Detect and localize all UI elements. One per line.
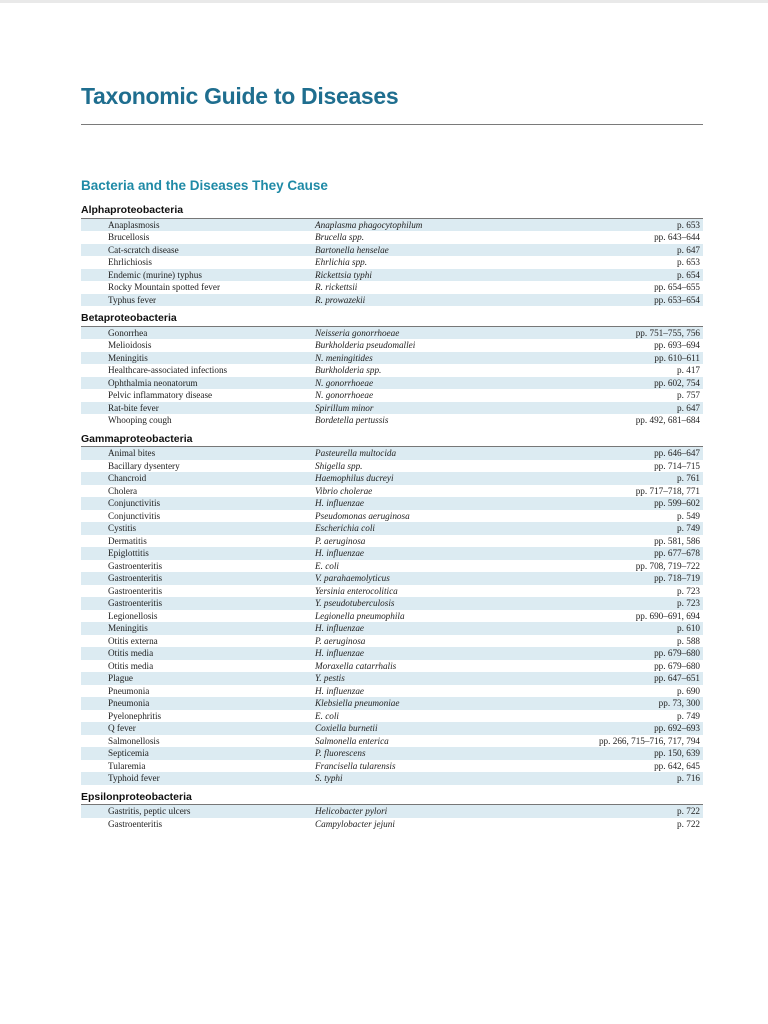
organism-cell: Pseudomonas aeruginosa <box>315 510 410 521</box>
organism-cell: Brucella spp. <box>315 232 364 242</box>
page-ref-cell: pp. 693–694 <box>654 340 700 350</box>
table-row <box>81 672 703 685</box>
page-ref-cell: pp. 717–718, 771 <box>635 485 700 496</box>
page-top-edge <box>0 0 768 3</box>
page-ref-cell: p. 654 <box>677 269 700 280</box>
page-ref-cell: p. 723 <box>677 585 700 596</box>
disease-cell: Salmonellosis <box>108 735 160 746</box>
group-heading: Alphaproteobacteria <box>81 203 703 219</box>
disease-cell: Pneumonia <box>108 698 150 708</box>
page-ref-cell: pp. 679–680 <box>654 648 700 658</box>
table-row <box>81 685 703 698</box>
disease-cell: Q fever <box>108 723 136 733</box>
disease-cell: Gastroenteritis <box>108 598 163 608</box>
disease-cell: Epiglottitis <box>108 548 149 558</box>
page-ref-cell: pp. 599–602 <box>654 498 700 508</box>
page-ref-cell: pp. 714–715 <box>654 460 700 471</box>
organism-cell: Salmonella enterica <box>315 735 389 746</box>
organism-cell: Neisseria gonorrhoeae <box>315 327 400 338</box>
organism-cell: N. gonorrhoeae <box>315 390 374 400</box>
organism-cell: Pasteurella multocida <box>315 448 397 458</box>
table-row <box>81 402 703 415</box>
page-ref-cell: p. 761 <box>677 473 700 483</box>
table-row <box>81 647 703 660</box>
group-heading: Betaproteobacteria <box>81 311 703 327</box>
page-ref-cell: p. 722 <box>677 806 700 816</box>
organism-cell: H. influenzae <box>315 498 364 508</box>
table-row <box>81 747 703 760</box>
page-ref-cell: pp. 602, 754 <box>654 377 700 388</box>
disease-cell: Healthcare-associated infections <box>108 365 228 375</box>
organism-cell: Coxiella burnetii <box>315 723 378 733</box>
disease-cell: Pyelonephritis <box>108 710 162 721</box>
page-ref-cell: pp. 581, 586 <box>654 535 700 546</box>
table-row <box>81 597 703 610</box>
disease-cell: Cholera <box>108 485 138 496</box>
organism-cell: Haemophilus ducreyi <box>315 473 394 483</box>
organism-cell: N. gonorrhoeae <box>315 377 374 388</box>
page-ref-cell: p. 723 <box>677 598 700 608</box>
disease-cell: Ehrlichiosis <box>108 257 152 267</box>
table-row <box>81 535 703 548</box>
disease-cell: Rocky Mountain spotted fever <box>108 282 221 292</box>
group-heading: Epsilonproteobacteria <box>81 790 703 806</box>
disease-cell: Conjunctivitis <box>108 510 161 521</box>
table-row <box>81 472 703 485</box>
page-ref-cell: pp. 654–655 <box>654 282 700 292</box>
disease-cell: Gastroenteritis <box>108 585 163 596</box>
table-row <box>81 572 703 585</box>
disease-cell: Gastroenteritis <box>108 573 163 583</box>
disease-cell: Meningitis <box>108 623 148 633</box>
organism-cell: Burkholderia spp. <box>315 365 382 375</box>
table-row <box>81 327 703 340</box>
disease-cell: Gastroenteritis <box>108 560 163 571</box>
organism-cell: Shigella spp. <box>315 460 363 471</box>
disease-cell: Chancroid <box>108 473 147 483</box>
taxon-group <box>81 790 703 831</box>
organism-cell: Anaplasma phagocytophilum <box>315 219 423 230</box>
table-row <box>81 244 703 257</box>
table-row <box>81 497 703 510</box>
disease-cell: Gastroenteritis <box>108 818 163 829</box>
organism-cell: Helicobacter pylori <box>315 806 388 816</box>
table-row <box>81 219 703 232</box>
taxon-group <box>81 432 703 790</box>
disease-cell: Animal bites <box>108 448 156 458</box>
organism-cell: Bordetella pertussis <box>315 415 389 425</box>
page-ref-cell: p. 722 <box>677 818 700 829</box>
table-row <box>81 485 703 498</box>
page-ref-cell: pp. 646–647 <box>654 448 700 458</box>
table-row <box>81 772 703 785</box>
table-row <box>81 635 703 648</box>
disease-cell: Conjunctivitis <box>108 498 161 508</box>
page-ref-cell: p. 610 <box>677 623 700 633</box>
page-ref-cell: p. 690 <box>677 685 700 696</box>
organism-cell: Y. pseudotuberculosis <box>315 598 395 608</box>
page-ref-cell: pp. 73, 300 <box>658 698 700 708</box>
disease-cell: Otitis externa <box>108 635 158 646</box>
disease-cell: Anaplasmosis <box>108 219 160 230</box>
table-row <box>81 269 703 282</box>
table-row <box>81 805 703 818</box>
page-ref-cell: pp. 751–755, 756 <box>635 327 700 338</box>
table-row <box>81 760 703 773</box>
page-ref-cell: pp. 690–691, 694 <box>635 610 700 621</box>
page-ref-cell: pp. 677–678 <box>654 548 700 558</box>
organism-cell: Rickettsia typhi <box>315 269 372 280</box>
page-ref-cell: pp. 708, 719–722 <box>635 560 700 571</box>
organism-cell: Escherichia coli <box>315 523 375 533</box>
page-ref-cell: pp. 610–611 <box>654 352 700 363</box>
disease-cell: Melioidosis <box>108 340 152 350</box>
disease-cell: Pelvic inflammatory disease <box>108 390 213 400</box>
disease-cell: Ophthalmia neonatorum <box>108 377 198 388</box>
title-divider <box>81 124 703 125</box>
table-row <box>81 447 703 460</box>
table-row <box>81 294 703 307</box>
organism-cell: P. aeruginosa <box>315 535 366 546</box>
taxon-group <box>81 311 703 432</box>
table-row <box>81 377 703 390</box>
page-ref-cell: pp. 653–654 <box>654 294 700 305</box>
disease-cell: Typhus fever <box>108 294 157 305</box>
page-ref-cell: pp. 266, 715–716, 717, 794 <box>598 735 700 746</box>
disease-cell: Cystitis <box>108 523 137 533</box>
page-ref-cell: pp. 150, 639 <box>654 748 700 758</box>
organism-cell: P. aeruginosa <box>315 635 366 646</box>
organism-cell: Francisella tularensis <box>315 760 396 771</box>
organism-cell: H. influenzae <box>315 685 364 696</box>
disease-cell: Gastritis, peptic ulcers <box>108 806 191 816</box>
organism-cell: Campylobacter jejuni <box>315 818 395 829</box>
page-ref-cell: p. 653 <box>677 219 700 230</box>
page-ref-cell: pp. 642, 645 <box>654 760 700 771</box>
organism-cell: Y. pestis <box>315 673 345 683</box>
organism-cell: V. parahaemolyticus <box>315 573 390 583</box>
page-ref-cell: p. 716 <box>677 773 700 783</box>
disease-cell: Otitis media <box>108 648 154 658</box>
page-ref-cell: pp. 718–719 <box>654 573 700 583</box>
page-ref-cell: pp. 647–651 <box>654 673 700 683</box>
disease-cell: Whooping cough <box>108 415 172 425</box>
disease-cell: Bacillary dysentery <box>108 460 180 471</box>
organism-cell: Bartonella henselae <box>315 244 389 255</box>
table-row <box>81 585 703 598</box>
disease-table <box>81 203 703 830</box>
disease-cell: Septicemia <box>108 748 149 758</box>
page-ref-cell: p. 417 <box>677 365 700 375</box>
table-row <box>81 818 703 831</box>
organism-cell: H. influenzae <box>315 648 364 658</box>
table-row <box>81 364 703 377</box>
organism-cell: H. influenzae <box>315 623 364 633</box>
organism-cell: R. rickettsii <box>315 282 358 292</box>
table-row <box>81 610 703 623</box>
organism-cell: Spirillum minor <box>315 402 374 413</box>
organism-cell: R. prowazekii <box>315 294 366 305</box>
organism-cell: Moraxella catarrhalis <box>315 660 397 671</box>
table-row <box>81 722 703 735</box>
page-ref-cell: pp. 492, 681–684 <box>635 415 700 425</box>
page-ref-cell: p. 647 <box>677 402 700 413</box>
disease-cell: Legionellosis <box>108 610 158 621</box>
disease-cell: Brucellosis <box>108 232 150 242</box>
page-ref-cell: p. 653 <box>677 257 700 267</box>
organism-cell: Legionella pneumophila <box>315 610 405 621</box>
organism-cell: E. coli <box>315 560 339 571</box>
page-ref-cell: p. 749 <box>677 523 700 533</box>
organism-cell: Vibrio cholerae <box>315 485 373 496</box>
organism-cell: Klebsiella pneumoniae <box>315 698 400 708</box>
disease-cell: Plague <box>108 673 134 683</box>
page-ref-cell: p. 549 <box>677 510 700 521</box>
table-row <box>81 697 703 710</box>
disease-cell: Pneumonia <box>108 685 150 696</box>
table-row <box>81 256 703 269</box>
table-row <box>81 510 703 523</box>
disease-cell: Gonorrhea <box>108 327 148 338</box>
organism-cell: S. typhi <box>315 773 343 783</box>
disease-cell: Rat-bite fever <box>108 402 159 413</box>
table-row <box>81 560 703 573</box>
disease-cell: Meningitis <box>108 352 148 363</box>
page-ref-cell: p. 647 <box>677 244 700 255</box>
organism-cell: E. coli <box>315 710 339 721</box>
page-ref-cell: p. 588 <box>677 635 700 646</box>
table-row <box>81 281 703 294</box>
table-row <box>81 339 703 352</box>
organism-cell: Ehrlichia spp. <box>315 257 368 267</box>
table-row <box>81 735 703 748</box>
disease-cell: Dermatitis <box>108 535 147 546</box>
table-row <box>81 231 703 244</box>
disease-cell: Cat-scratch disease <box>108 244 179 255</box>
organism-cell: Yersinia enterocolitica <box>315 585 398 596</box>
page-ref-cell: p. 757 <box>677 390 700 400</box>
table-row <box>81 389 703 402</box>
section-heading: Bacteria and the Diseases They Cause <box>81 178 328 193</box>
group-heading: Gammaproteobacteria <box>81 432 703 448</box>
table-row <box>81 622 703 635</box>
organism-cell: N. meningitides <box>315 352 373 363</box>
organism-cell: H. influenzae <box>315 548 364 558</box>
disease-cell: Otitis media <box>108 660 154 671</box>
page-title: Taxonomic Guide to Diseases <box>81 83 399 109</box>
table-row <box>81 352 703 365</box>
table-row <box>81 547 703 560</box>
table-row <box>81 710 703 723</box>
page-ref-cell: pp. 643–644 <box>654 232 700 242</box>
table-row <box>81 522 703 535</box>
page-ref-cell: pp. 679–680 <box>654 660 700 671</box>
page-ref-cell: p. 749 <box>677 710 700 721</box>
table-row <box>81 660 703 673</box>
page-ref-cell: pp. 692–693 <box>654 723 700 733</box>
organism-cell: P. fluorescens <box>315 748 366 758</box>
table-row <box>81 414 703 427</box>
disease-cell: Typhoid fever <box>108 773 160 783</box>
disease-cell: Tularemia <box>108 760 146 771</box>
disease-cell: Endemic (murine) typhus <box>108 269 202 280</box>
table-row <box>81 460 703 473</box>
organism-cell: Burkholderia pseudomallei <box>315 340 416 350</box>
taxon-group <box>81 203 703 311</box>
